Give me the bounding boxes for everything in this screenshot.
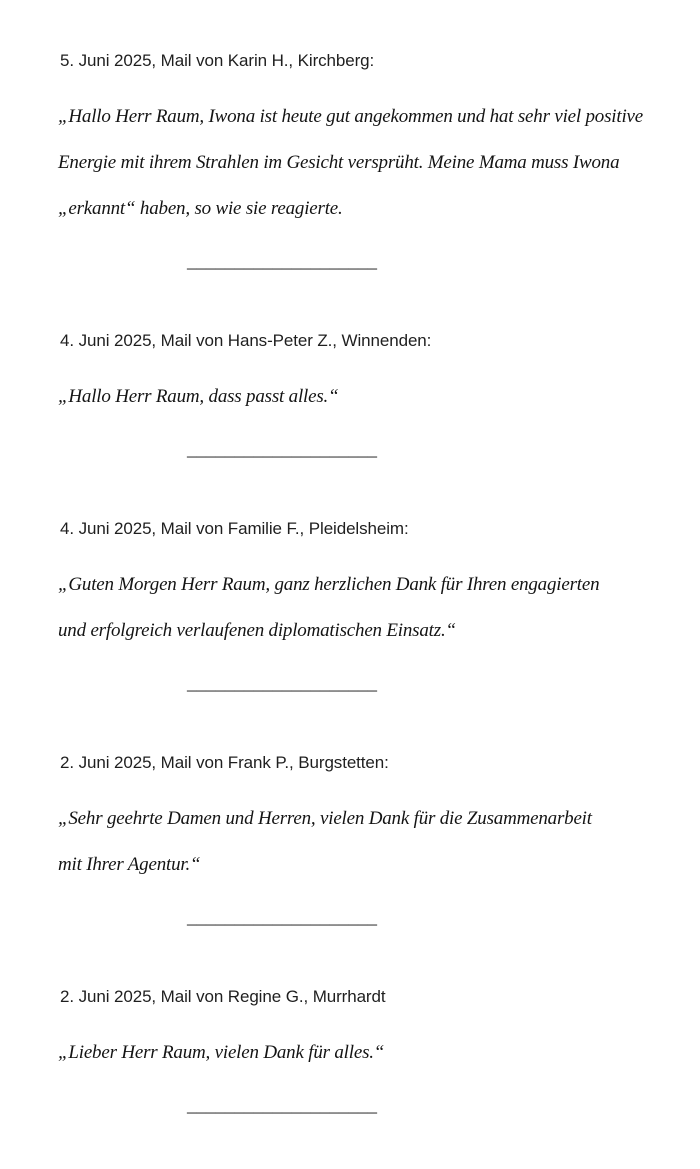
entry-quote-line: „Sehr geehrte Damen und Herren, vielen Dank für die Zusammenarbeit (58, 808, 592, 829)
testimonial-entry (58, 752, 672, 930)
entry-quote (58, 1030, 672, 1076)
entry-quote (58, 562, 672, 654)
entry-date-line: 4. Juni 2025, Mail von Hans-Peter Z., Winnenden: (60, 331, 432, 350)
entry-date-line: 4. Juni 2025, Mail von Familie F., Pleidelsheim: (60, 519, 409, 538)
separator-line: ____________________ (187, 907, 377, 928)
entry-quote-line: „Lieber Herr Raum, vielen Dank für alles.“ (58, 1042, 385, 1063)
testimonial-entry (58, 330, 672, 462)
separator-line: ____________________ (187, 439, 377, 460)
entry-quote-line: „Hallo Herr Raum, Iwona ist heute gut angekommen und hat sehr viel positive (58, 106, 644, 127)
entry-quote-line: Energie mit ihrem Strahlen im Gesicht versprüht. Meine Mama muss Iwona (58, 152, 620, 173)
testimonial-entry (58, 50, 672, 274)
entry-quote-line: „erkannt“ haben, so wie sie reagierte. (58, 198, 343, 219)
entry-date-line: 2. Juni 2025, Mail von Regine G., Murrhardt (60, 987, 386, 1006)
testimonial-entry (58, 986, 672, 1118)
entry-quote-line: mit Ihrer Agentur.“ (58, 854, 201, 875)
entry-quote (58, 374, 672, 420)
testimonial-entry (58, 518, 672, 696)
entry-date-line: 5. Juni 2025, Mail von Karin H., Kirchberg: (60, 51, 375, 70)
entry-quote-line: und erfolgreich verlaufenen diplomatischen Einsatz.“ (58, 620, 456, 641)
separator-line: ____________________ (187, 673, 377, 694)
entry-quote-line: „Guten Morgen Herr Raum, ganz herzlichen Dank für Ihren engagierten (58, 574, 600, 595)
separator-line: ____________________ (187, 1095, 377, 1116)
entry-quote-line: „Hallo Herr Raum, dass passt alles.“ (58, 386, 339, 407)
entry-quote (58, 796, 672, 888)
entry-date-line: 2. Juni 2025, Mail von Frank P., Burgstetten: (60, 753, 389, 772)
separator-line: ____________________ (187, 251, 377, 272)
entry-quote (58, 94, 672, 232)
